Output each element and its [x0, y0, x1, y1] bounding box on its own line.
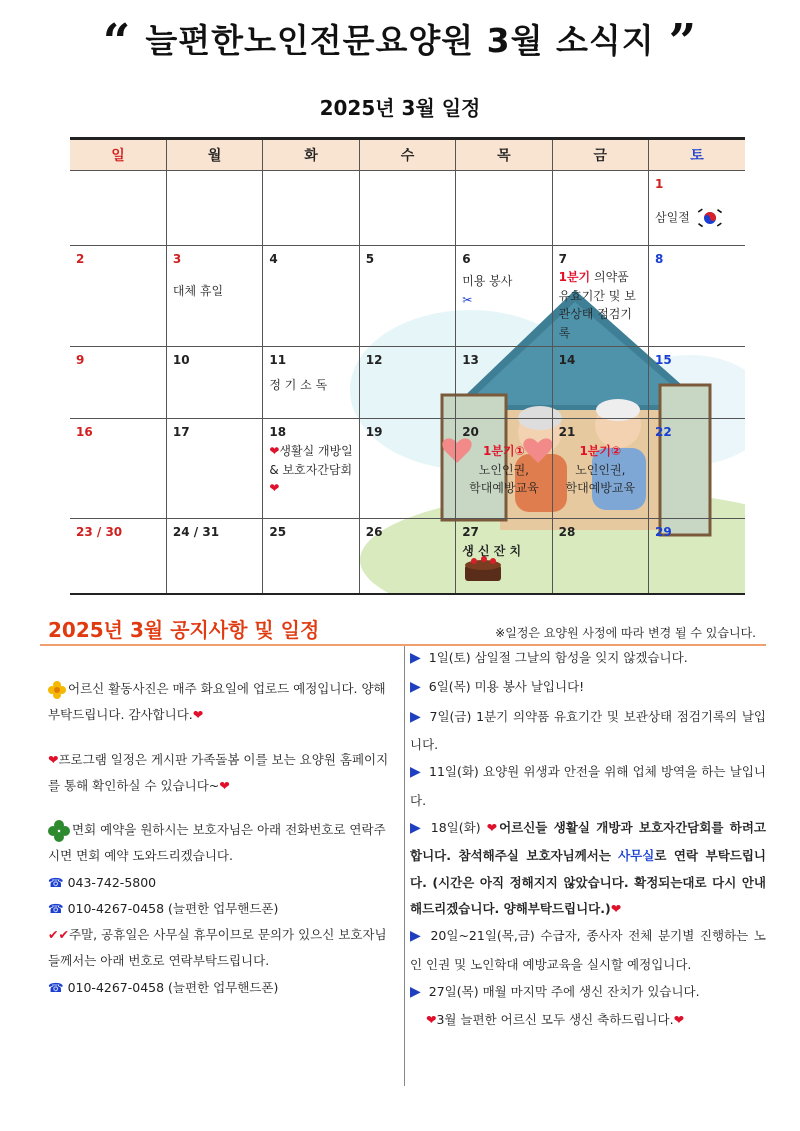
triangle-bullet-icon: ▶ — [410, 708, 422, 725]
phone-line: ☎ 010-4267-0458 (늘편한 업무핸드폰) — [48, 900, 279, 916]
heart-icon: ❤ — [269, 444, 280, 459]
phone-line: ☎ 010-4267-0458 (늘편한 업무핸드폰) — [48, 979, 279, 995]
day-number: 28 — [558, 525, 576, 540]
day-number: 23 / 30 — [76, 525, 123, 540]
day-cell-17 — [166, 419, 262, 519]
birthday-greeting: ❤3월 늘편한 어르신 모두 생신 축하드립니다.❤ — [426, 1012, 685, 1028]
day-cell-25 — [263, 519, 359, 595]
day-cell-18 — [263, 419, 359, 519]
calendar-event: 학대예방교육 — [469, 481, 539, 496]
day-number: 22 — [655, 425, 672, 440]
day-cell-11 — [263, 347, 359, 419]
notice-right-column — [410, 644, 766, 1033]
phone-icon: ☎ — [48, 900, 64, 916]
notice-paragraph: 면회 예약을 원하시는 보호자님은 아래 전화번호로 연락주시면 면회 예약 도와드리겠습니다. — [48, 817, 396, 870]
day-cell-1 — [649, 170, 745, 245]
day-cell-10 — [166, 347, 262, 419]
triangle-bullet-icon: ▶ — [410, 679, 421, 696]
schedule-item: ▶ 11일(화) 요양원 위생과 안전을 위해 업체 방역을 하는 날입니다. — [410, 764, 766, 808]
day-cell-8 — [649, 245, 745, 347]
schedule-item: ▶ 7일(금) 1분기 의약품 유효기간 및 보관상태 점검기록의 날입니다. — [410, 708, 766, 753]
calendar-event: 노인인권, — [478, 462, 529, 477]
day-cell — [456, 170, 552, 245]
day-cell-24-31 — [166, 519, 262, 595]
day-cell-3 — [166, 245, 262, 347]
week-row-3 — [70, 347, 745, 419]
calendar-event: 1분기② — [579, 444, 622, 459]
schedule-item: ▶ 20일~21일(목,금) 수급자, 종사자 전체 분기별 진행하는 노인 인권 및 노인학대 예방교육을 실시할 예정입니다. — [410, 928, 766, 972]
day-number: 15 — [655, 353, 672, 368]
day-number: 19 — [365, 425, 383, 440]
calendar — [70, 137, 745, 595]
day-cell-29 — [649, 519, 745, 595]
triangle-bullet-icon: ▶ — [410, 764, 421, 781]
calendar-event: 1분기 의약품 유효기간 및 보관상태 점검기록 — [558, 270, 636, 340]
day-cell-5 — [359, 245, 455, 347]
weekday-sat: 토 — [649, 140, 745, 170]
day-number: 2 — [76, 251, 85, 266]
day-cell-4 — [263, 245, 359, 347]
phone-line: ☎ 043-742-5800 — [48, 874, 157, 890]
day-cell-26 — [359, 519, 455, 595]
day-number: 4 — [269, 251, 278, 266]
heart-icon: ❤ — [426, 1012, 437, 1028]
schedule-item: ▶ 1일(토) 삼일절 그날의 함성을 잊지 않겠습니다. — [410, 650, 688, 666]
day-cell-27 — [456, 519, 552, 595]
heart-icon: ❤ — [610, 900, 622, 916]
column-divider — [404, 646, 405, 1086]
weekday-mon: 월 — [166, 140, 262, 170]
triangle-bullet-icon: ▶ — [410, 820, 423, 837]
day-number: 24 / 31 — [172, 525, 220, 540]
week-row-1 — [70, 170, 745, 245]
calendar-event: 노인인권, — [575, 462, 626, 477]
day-cell-28 — [552, 519, 648, 595]
day-cell-2 — [70, 245, 166, 347]
weekday-fri: 금 — [552, 140, 648, 170]
day-number: 1 — [655, 176, 664, 191]
day-number: 20 — [462, 425, 479, 440]
day-cell-13 — [456, 347, 552, 419]
calendar-event: 정 기 소 독 — [269, 378, 328, 393]
heart-icon: ❤ — [486, 820, 500, 836]
schedule-subtitle: 2025년 3월 일정 — [319, 96, 481, 120]
schedule-item: ▶ 18일(화) ❤어르신들 생활실 개방과 보호자간담회를 하려고 합니다. 참석해주실 보호자님께서는 사무실로 연락 부탁드립니다. (시간은 아직 정해지지 않았습니다. 확정되는대로 다시 안내해드리겠습니다. 양해부탁드립니다.)❤ — [410, 820, 766, 916]
day-number: 8 — [655, 251, 664, 266]
day-cell-12 — [359, 347, 455, 419]
day-cell — [166, 170, 262, 245]
day-cell-14 — [552, 347, 648, 419]
weekday-thu: 목 — [456, 140, 552, 170]
day-cell-15 — [649, 347, 745, 419]
phone-icon: ☎ — [48, 979, 64, 995]
checkmark-icon: ✔✔ — [48, 927, 69, 942]
heart-icon: ❤ — [192, 707, 204, 723]
triangle-bullet-icon: ▶ — [410, 928, 423, 945]
day-number: 6 — [462, 251, 471, 266]
week-row-4 — [70, 419, 745, 519]
calendar-event: 미용 봉사 — [462, 274, 513, 289]
day-cell-16 — [70, 419, 166, 519]
day-cell — [70, 170, 166, 245]
clover-icon — [48, 820, 70, 842]
day-cell — [359, 170, 455, 245]
heart-icon: ❤ — [219, 777, 230, 793]
day-number: 12 — [365, 353, 383, 368]
title-text: 늘편한노인전문요양원 3월 소식지 — [145, 21, 655, 60]
day-cell-6 — [456, 245, 552, 347]
day-number: 11 — [269, 353, 287, 368]
week-row-5 — [70, 519, 745, 595]
heart-icon: ❤ — [673, 1012, 685, 1028]
day-cell — [263, 170, 359, 245]
day-cell-21 — [552, 419, 648, 519]
day-number: 16 — [76, 425, 93, 440]
newsletter-title — [0, 14, 800, 70]
day-cell-22 — [649, 419, 745, 519]
day-cell — [552, 170, 648, 245]
week-row-2 — [70, 245, 745, 347]
day-number: 17 — [172, 425, 190, 440]
day-cell-19 — [359, 419, 455, 519]
schedule-item: ▶ 6일(목) 미용 봉사 날입니다! — [410, 679, 585, 696]
calendar-event: 학대예방교육 — [565, 481, 636, 496]
flower-icon — [48, 681, 66, 699]
weekday-sun: 일 — [70, 140, 166, 170]
notice-title: 2025년 3월 공지사항 및 일정 — [48, 618, 320, 642]
weekday-header-row — [70, 140, 745, 170]
calendar-table — [70, 140, 745, 595]
day-number: 29 — [655, 525, 672, 540]
day-cell-9 — [70, 347, 166, 419]
notice-paragraph: 어르신 활동사진은 매주 화요일에 업로드 예정입니다. 양해 부탁드립니다. 감사합니다.❤ — [48, 681, 386, 723]
day-number: 3 — [172, 251, 182, 266]
calendar-event: ❤생활실 개방일 & 보호자간담회❤ — [269, 444, 353, 496]
day-number: 10 — [172, 353, 190, 368]
day-number: 21 — [558, 425, 576, 440]
day-number: 25 — [269, 525, 287, 540]
day-cell-20 — [456, 419, 552, 519]
calendar-event: 삼일절 — [655, 207, 739, 229]
heart-icon: ❤ — [48, 751, 59, 767]
triangle-bullet-icon: ▶ — [410, 650, 421, 666]
schedule-item: ▶ 27일(목) 매월 마지막 주에 생신 잔치가 있습니다. — [410, 983, 700, 1000]
scissors-icon: ✂ — [462, 292, 473, 307]
calendar-event: 1분기① — [483, 444, 525, 459]
notice-paragraph: ❤프로그램 일정은 게시판 가족돌봄 이를 보는 요양원 홈페이지를 통해 확인하실 수 있습니다~❤ — [48, 751, 389, 793]
day-number: 14 — [558, 353, 576, 368]
day-number: 26 — [365, 525, 383, 540]
phone-icon: ☎ — [48, 874, 64, 890]
weekday-tue: 화 — [263, 140, 359, 170]
day-number: 7 — [558, 251, 567, 266]
weekday-wed: 수 — [359, 140, 455, 170]
day-number: 27 — [462, 525, 479, 540]
korean-flag-icon — [696, 207, 724, 229]
close-quote: ” — [668, 14, 698, 70]
heart-icon: ❤ — [269, 481, 280, 496]
triangle-bullet-icon: ▶ — [410, 983, 421, 1000]
day-cell-23-30 — [70, 519, 166, 595]
calendar-event: 대체 휴일 — [172, 284, 224, 299]
day-number: 13 — [462, 353, 479, 368]
notice-disclaimer: ※일정은 요양원 사정에 따라 변경 될 수 있습니다. — [495, 626, 756, 640]
calendar-event: 생 신 잔 치 — [462, 544, 522, 559]
day-cell-7 — [552, 245, 648, 347]
day-number: 9 — [76, 353, 85, 368]
notice-left-column — [48, 676, 396, 1001]
day-number: 5 — [365, 251, 375, 266]
open-quote: “ — [102, 14, 132, 70]
notice-paragraph: ✔✔주말, 공휴일은 사무실 휴무이므로 문의가 있으신 보호자님들께서는 아래 번호로 연락부탁드립니다. — [48, 927, 387, 969]
day-number: 18 — [269, 425, 287, 440]
